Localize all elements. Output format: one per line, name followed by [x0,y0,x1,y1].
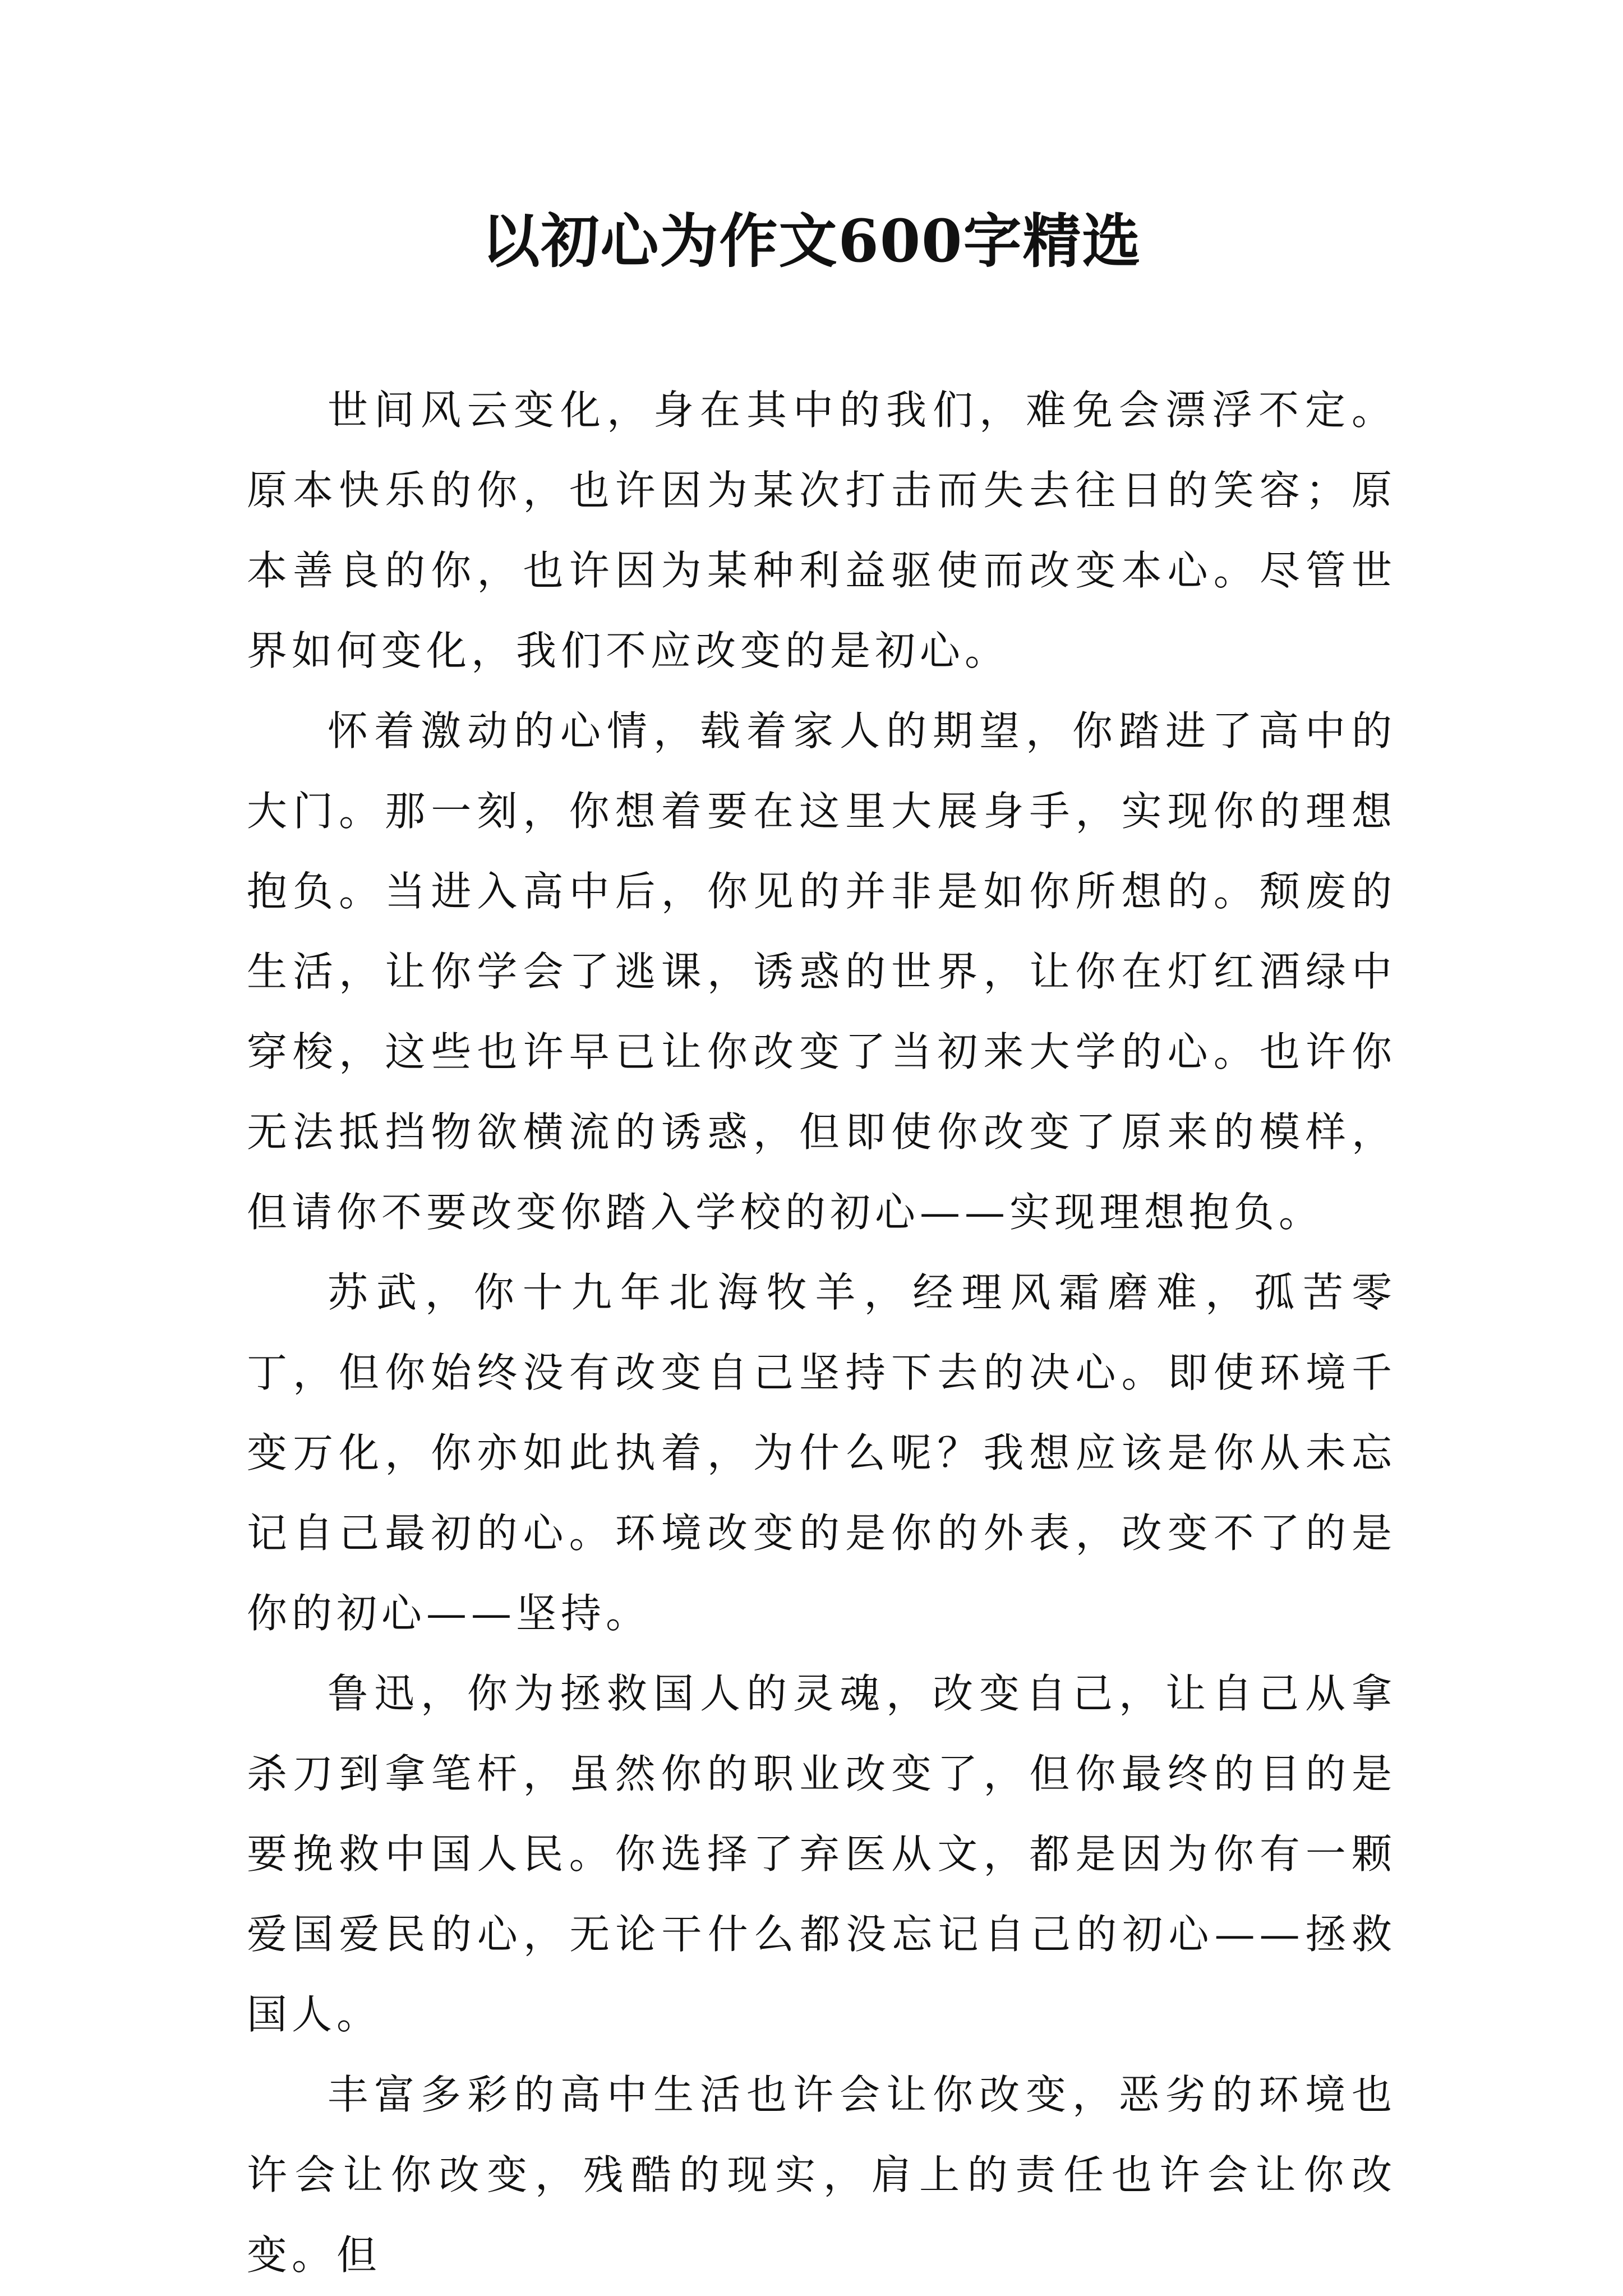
paragraph: 鲁迅，你为拯救国人的灵魂，改变自己，让自己从拿杀刀到拿笔杆，虽然你的职业改变了，但你最终的目的是要挽救中国人民。你选择了弃医从文，都是因为你有一颗爱国爱民的心，无论干什么都没忘记自己的初心——拯救国人。 [247,1670,1396,2038]
paragraph: 丰富多彩的高中生活也许会让你改变，恶劣的环境也许会让你改变，残酷的现实，肩上的责任也许会让你改变。但 [247,2071,1396,2279]
document-title: 以初心为作文600字精选 [481,206,1142,275]
document-body [247,370,1396,2295]
paragraph: 怀着激动的心情，载着家人的期望，你踏进了高中的大门。那一刻，你想着要在这里大展身手，实现你的理想抱负。当进入高中后，你见的并非是如你所想的。颓废的生活，让你学会了逃课，诱惑的世界，让你在灯红酒绿中穿梭，这些也许早已让你改变了当初来大学的心。也许你无法抵挡物欲横流的诱惑，但即使你改变了原来的模样，但请你不要改变你踏入学校的初心——实现理想抱负。 [247,707,1396,1236]
paragraph: 苏武，你十九年北海牧羊，经理风霜磨难，孤苦零丁，但你始终没有改变自己坚持下去的决心。即使环境千变万化，你亦如此执着，为什么呢？我想应该是你从未忘记自己最初的心。环境改变的是你的外表，改变不了的是你的初心——坚持。 [247,1269,1396,1637]
paragraph: 世间风云变化，身在其中的我们，难免会漂浮不定。原本快乐的你，也许因为某次打击而失去往日的笑容；原本善良的你，也许因为某种利益驱使而改变本心。尽管世界如何变化，我们不应改变的是初心。 [247,386,1396,674]
